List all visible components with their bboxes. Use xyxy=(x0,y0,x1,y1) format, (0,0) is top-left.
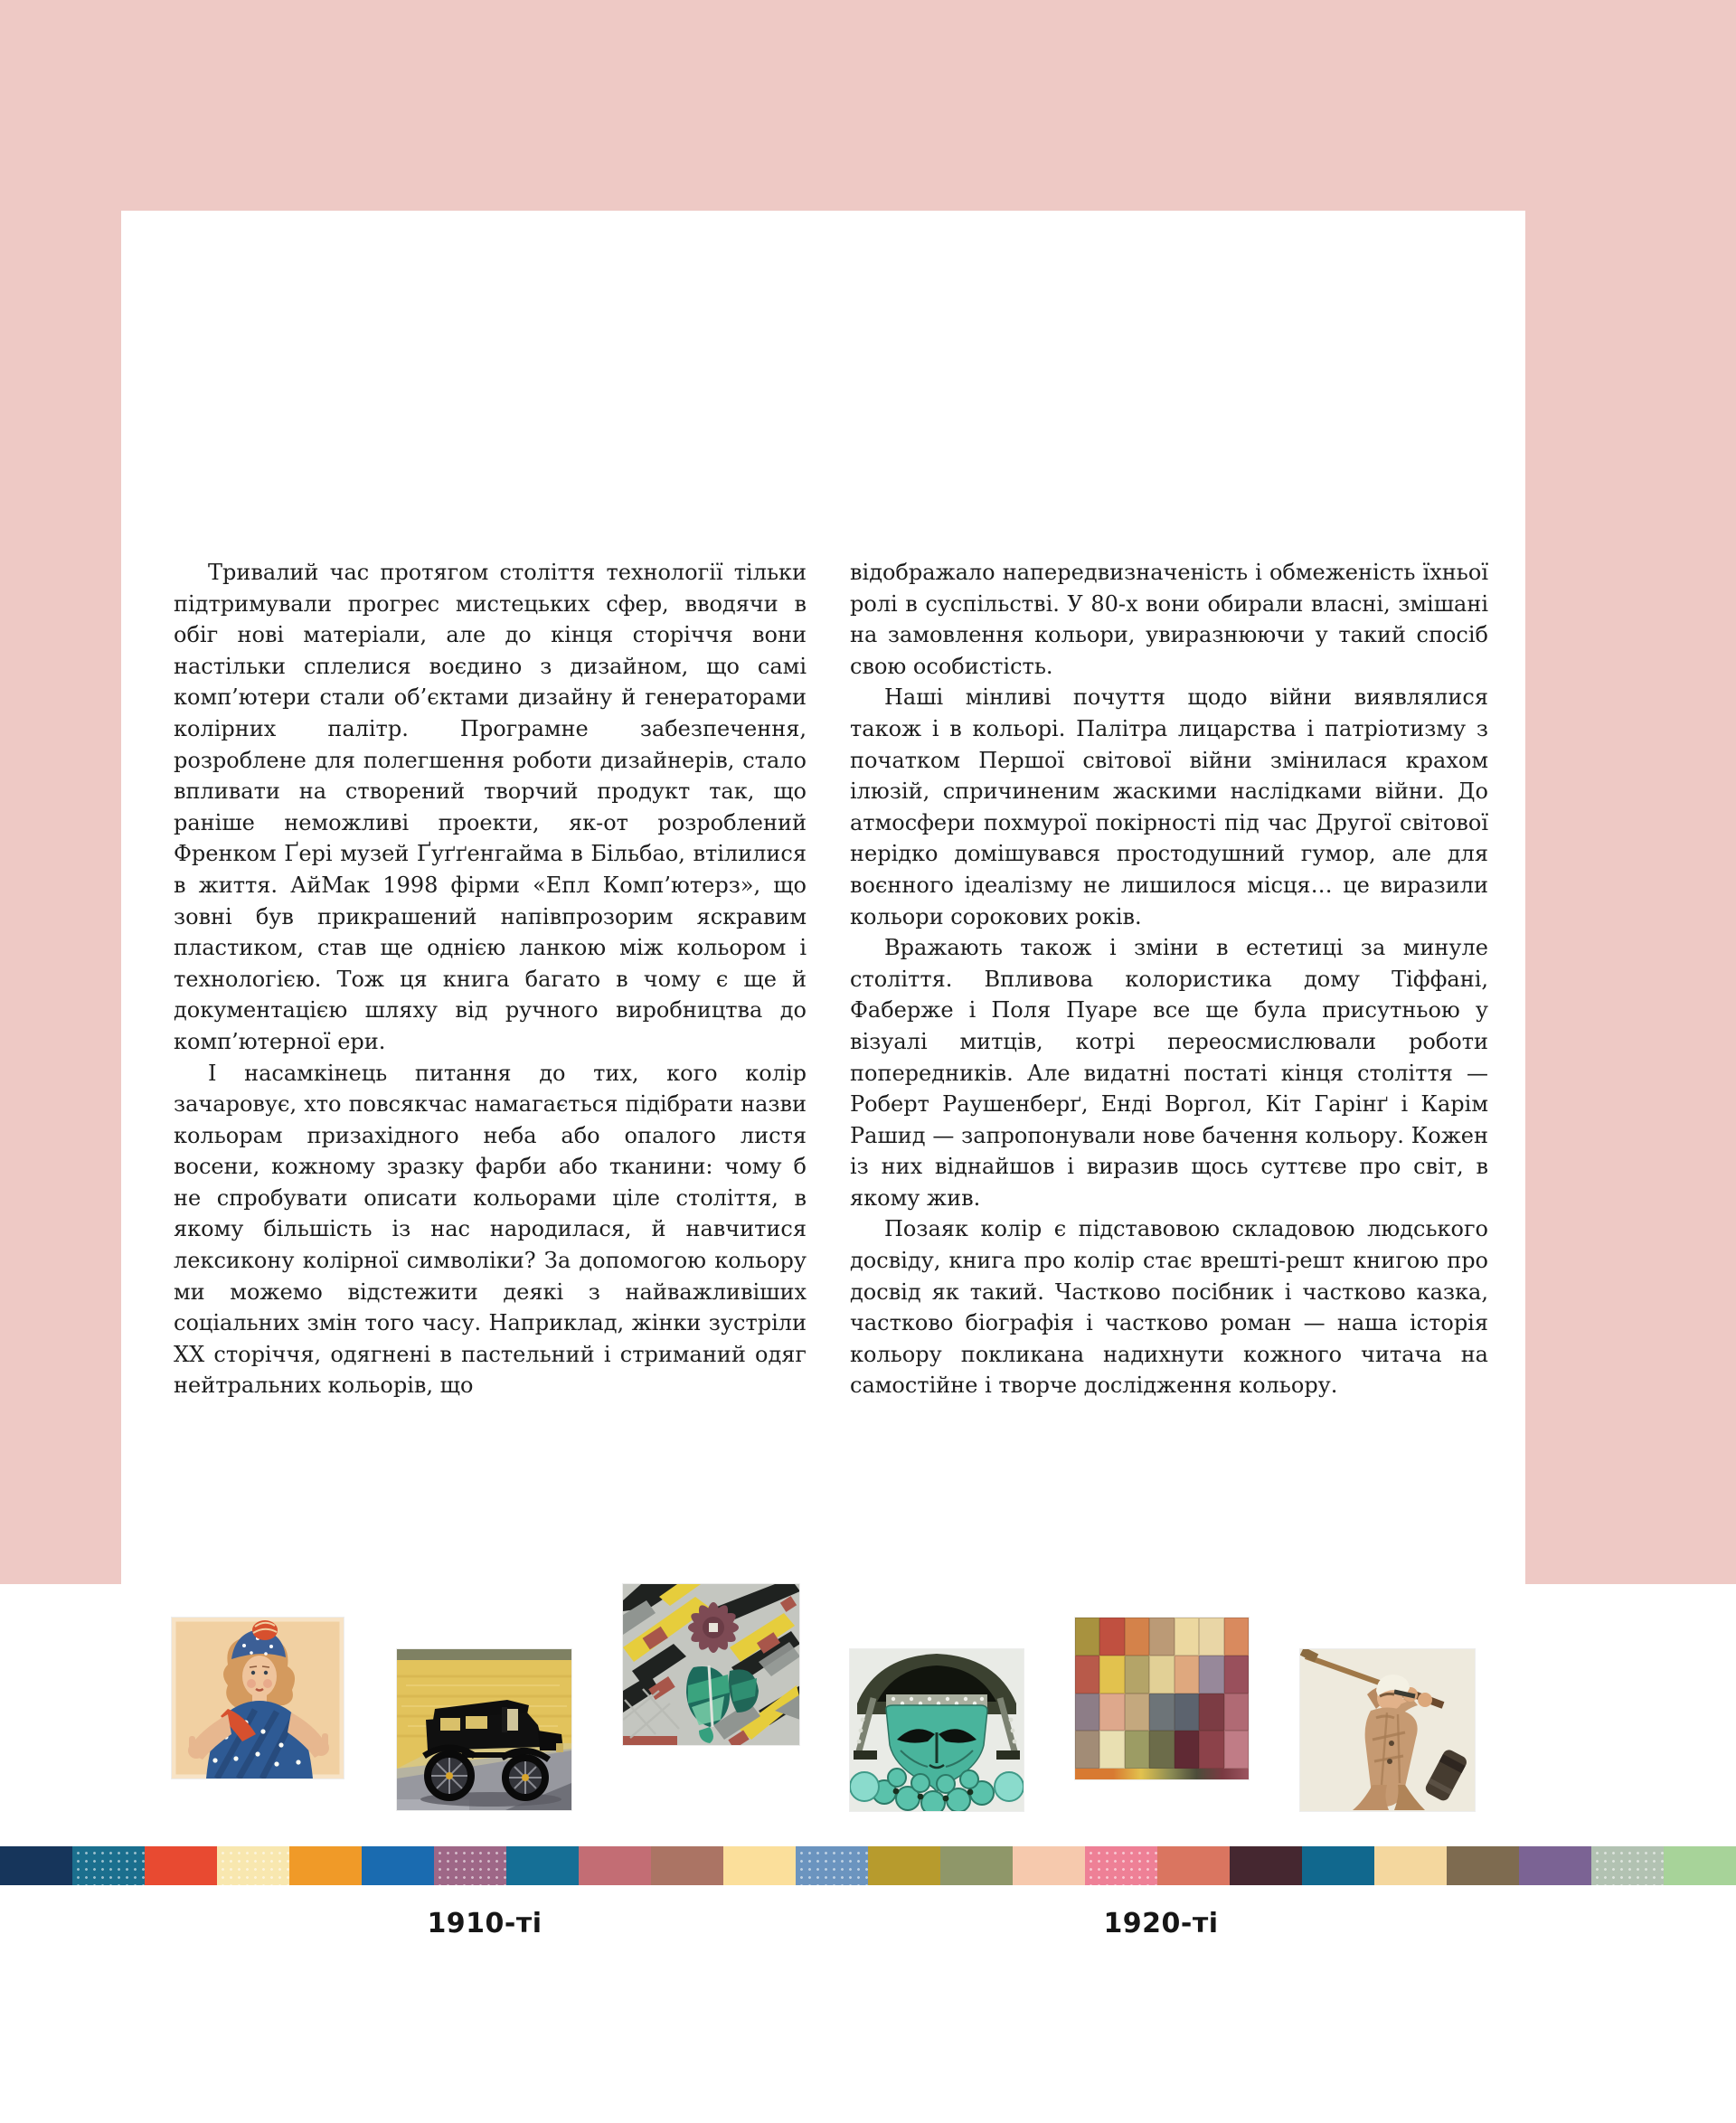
paragraph: Тривалий час протягом століття технології тільки підтримували прогрес мистецьких сфер, вводячи в обіг нові матеріали, але до кінця сторіччя вони настільки сплелися воєдино з дизайном, що самі комп’ютери стали об’єктами дизайну й генераторами колірних палітр. Програмне забезпечення, розроблене для полегшення роботи дизайнерів, стало впливати на створений творчий продукт так, що раніше неможливі проекти, як-от розроблений Френком Ґері музей Ґуґґенгайма в Більбао, втілилися в життя. АйМак 1998 фірми «Епл Комп’ютерз», що зовні був прикрашений напівпрозорим яскравим пластиком, став ще однією ланкою між кольором і технологією. Тож ця книга багато в чому є ще й документацією шляху від ручного виробництва до комп’ютерної ери. xyxy=(174,560,807,1054)
poster-art xyxy=(172,1618,344,1779)
text-column-left xyxy=(174,557,807,1401)
golfer-illustration-image xyxy=(1300,1649,1475,1811)
timeline-swatch-11 xyxy=(723,1846,796,1885)
timeline-swatch-10 xyxy=(651,1846,723,1885)
klee-cell xyxy=(1099,1618,1124,1656)
klee-color-grid xyxy=(1075,1618,1249,1769)
klee-cell xyxy=(1199,1618,1223,1656)
timeline-swatch-24 xyxy=(1664,1846,1736,1885)
textile-art xyxy=(623,1584,799,1745)
klee-cell xyxy=(1199,1656,1223,1694)
decade-label-1910s: 1910-ті xyxy=(427,1908,542,1939)
golfer-art xyxy=(1300,1649,1475,1811)
klee-cell xyxy=(1149,1694,1174,1731)
ford-model-t-image xyxy=(397,1649,571,1810)
paragraph: відображало напередвизначеність і обмеженість їхньої ролі в суспільстві. У 80-х вони обирали власні, змішані на замовлення кольори, увиразнюючи у такий спосіб свою особистість. xyxy=(850,560,1488,679)
klee-cell xyxy=(1224,1618,1249,1656)
timeline-swatch-22 xyxy=(1519,1846,1591,1885)
timeline-swatch-3 xyxy=(145,1846,217,1885)
timeline-swatch-8 xyxy=(506,1846,579,1885)
timeline-swatch-2 xyxy=(72,1846,145,1885)
klee-bottom-edge xyxy=(1075,1769,1249,1779)
timeline-swatch-4 xyxy=(217,1846,289,1885)
klee-cell xyxy=(1149,1618,1174,1656)
klee-cell xyxy=(1099,1731,1124,1769)
text-column-right xyxy=(850,557,1488,1401)
paragraph: І насамкінець питання до тих, кого колір зачаровує, хто повсякчас намагається підібрати назви кольорам призахідного неба або опалого листя восени, кожному зразку фарби або тканини: чому б не спробувати описати кольорами ціле століття, в якому більшість із нас народилася, й навчитися лексикону колірної символіки? За допомогою кольору ми можемо відстежити деякі з найважливіших соціальних змін того часу. Наприклад, жінки зустріли XX сторіччя, одягнені в пастельний і стриманий одяг нейтральних кольорів, що xyxy=(174,1060,807,1399)
klee-cell xyxy=(1224,1694,1249,1731)
timeline-swatch-19 xyxy=(1302,1846,1374,1885)
paragraph: Позаяк колір є підставовою складовою людського досвіду, книга про колір стає врешті-решт книгою про досвід як такий. Частково посібник і частково казка, частково біографія і частково роман — наша історія кольору покликана надихнути кожного читача на самостійне і творче дослідження кольору. xyxy=(850,1216,1488,1399)
timeline-swatch-7 xyxy=(434,1846,506,1885)
klee-cell xyxy=(1175,1656,1199,1694)
klee-cell xyxy=(1075,1618,1099,1656)
klee-cell xyxy=(1199,1731,1223,1769)
klee-cell xyxy=(1224,1656,1249,1694)
klee-cell xyxy=(1125,1618,1149,1656)
timeline-swatch-12 xyxy=(796,1846,868,1885)
timeline-swatch-5 xyxy=(289,1846,362,1885)
timeline-swatch-20 xyxy=(1374,1846,1447,1885)
klee-cell xyxy=(1099,1656,1124,1694)
klee-cell xyxy=(1075,1731,1099,1769)
klee-cell xyxy=(1199,1694,1223,1731)
mask-art xyxy=(850,1649,1024,1811)
timeline-swatch-16 xyxy=(1085,1846,1157,1885)
klee-cell xyxy=(1099,1694,1124,1731)
car-art xyxy=(397,1649,571,1810)
klee-cell xyxy=(1125,1694,1149,1731)
paragraph: Наші мінливі почуття щодо війни виявлялися також і в кольорі. Палітра лицарства і патріотизму з початком Першої світової війни змінилася крахом ілюзій, спричиненим жаскими наслідками війни. До атмосфери похмурої покірності під час Другої світової нерідко домішувався простодушний гумор, але для воєнного ідеалізму не лишилося місця… це виразили кольори сорокових років. xyxy=(850,684,1488,929)
klee-painting-image xyxy=(1075,1618,1249,1779)
klee-cell xyxy=(1125,1731,1149,1769)
timeline-swatch-21 xyxy=(1447,1846,1519,1885)
klee-cell xyxy=(1149,1731,1174,1769)
timeline-swatch-17 xyxy=(1157,1846,1230,1885)
decade-label-1920s: 1920-ті xyxy=(1103,1908,1219,1939)
color-timeline-strip xyxy=(0,1846,1736,1885)
klee-cell xyxy=(1224,1731,1249,1769)
timeline-swatch-18 xyxy=(1230,1846,1302,1885)
timeline-swatch-23 xyxy=(1591,1846,1664,1885)
klee-cell xyxy=(1075,1694,1099,1731)
klee-cell xyxy=(1075,1656,1099,1694)
timeline-swatch-15 xyxy=(1013,1846,1085,1885)
timeline-swatch-14 xyxy=(940,1846,1013,1885)
klee-cell xyxy=(1175,1731,1199,1769)
klee-cell xyxy=(1149,1656,1174,1694)
textile-pattern-image xyxy=(623,1584,799,1745)
patriotic-woman-poster-image xyxy=(172,1618,344,1779)
timeline-swatch-1 xyxy=(0,1846,72,1885)
timeline-swatch-6 xyxy=(362,1846,434,1885)
timeline-swatch-13 xyxy=(868,1846,940,1885)
klee-cell xyxy=(1175,1694,1199,1731)
paragraph: Вражають також і зміни в естетиці за минуле століття. Впливова колористика дому Тіффані, Фаберже і Поля Пуаре все ще була присутньою у візуалі митців, котрі переосмислювали роботи попередників. Але видатні постаті кінця століття — Роберт Раушенберґ, Енді Воргол, Кіт Гарінґ і Карім Рашид — запропонували нове бачення кольору. Кожен із них віднайшов і виразив щось суттєве про світ, в якому жив. xyxy=(850,935,1488,1211)
klee-cell xyxy=(1175,1618,1199,1656)
klee-cell xyxy=(1125,1656,1149,1694)
timeline-swatch-9 xyxy=(579,1846,651,1885)
turquoise-mask-image xyxy=(850,1649,1024,1811)
